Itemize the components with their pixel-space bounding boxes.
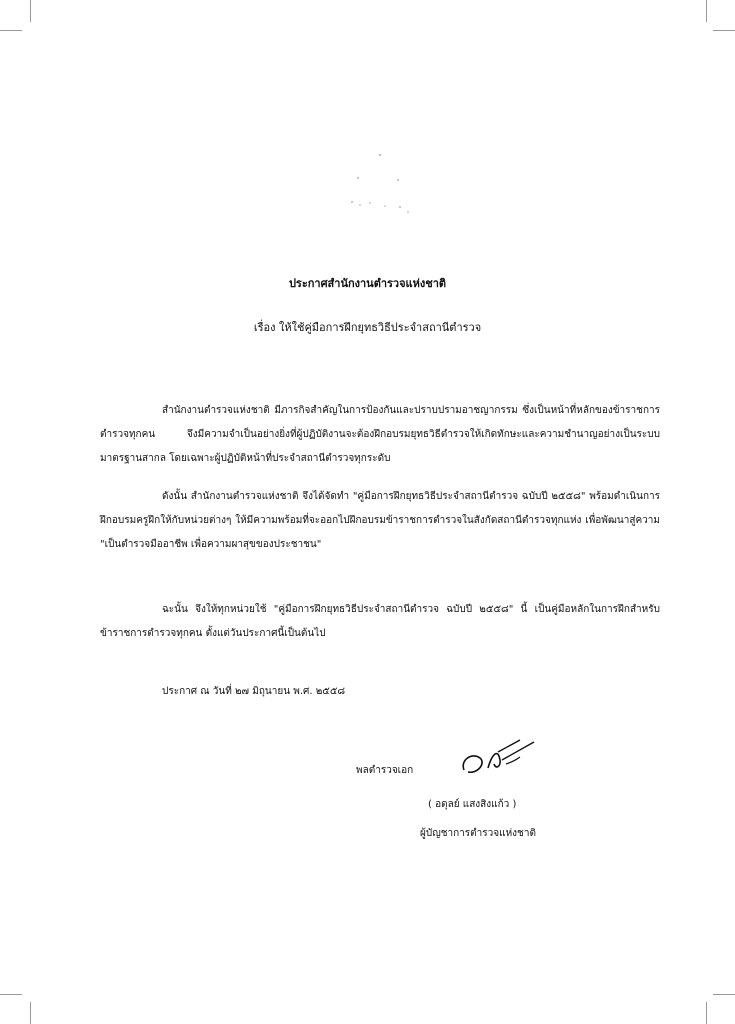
- signatory-name: ( อดุลย์ แสงสิงแก้ว ): [428, 799, 517, 810]
- crop-mark: [706, 0, 707, 22]
- body-paragraph-2: ดังนั้น สำนักงานตำรวจแห่งชาติ จึงได้จัดทำ "คู่มือการฝึกยุทธวิธีประจำสถานีตำรวจ ฉบับปี ๒๕๕๘" พร้อมดำเนินการฝึกอบรมครูฝึกให้กับหน่วยต่างๆ ให้มีความพร้อมที่จะออกไปฝึกอบรมข้าราชการตำรวจในสังกัดสถานีตำรวจทุกแห่ง เพื่อพัฒนาสู่ความ "เป็นตำรวจมืออาชีพ เพื่อความผาสุขของประชาชน": [100, 491, 660, 550]
- signatory-position: ผู้บัญชาการตำรวจแห่งชาติ: [420, 828, 536, 839]
- handwritten-signature: [458, 730, 538, 785]
- signatory-rank: พลตำรวจเอก: [356, 765, 414, 776]
- date-line: ประกาศ ณ วันที่ ๒๗ มิถุนายน พ.ศ. ๒๕๕๘: [162, 686, 346, 697]
- crop-mark: [713, 30, 735, 31]
- crop-mark: [706, 1002, 707, 1024]
- announcement-heading: ประกาศสำนักงานตำรวจแห่งชาติ: [288, 277, 447, 290]
- crop-mark: [713, 994, 735, 995]
- body-paragraph-3: ฉะนั้น จึงให้ทุกหน่วยใช้ "คู่มือการฝึกยุทธวิธีประจำสถานีตำรวจ ฉบับปี ๒๕๕๘" นี้ เป็นคู่มือหลักในการฝึกสำหรับข้าราชการตำรวจทุกคน ตั้งแต่วันประกาศนี้เป็นต้นไป: [100, 604, 660, 639]
- crop-mark: [0, 994, 22, 995]
- emblem-seal: [340, 150, 420, 215]
- crop-mark: [30, 0, 31, 22]
- body-paragraph-1: สำนักงานตำรวจแห่งชาติ มีภารกิจสำคัญในการป้องกันและปราบปรามอาชญากรรม ซึ่งเป็นหน้าที่หลักของข้าราชการตำรวจทุกคน จึงมีความจำเป็นอย่างยิ่งที่ผู้ปฏิบัติงานจะต้องฝึกอบรมยุทธวิธีตำรวจให้เกิดทักษะและความชำนาญอย่างเป็นระบบมาตรฐานสากล โดยเฉพาะผู้ปฏิบัติหน้าที่ประจำสถานีตำรวจทุกระดับ: [100, 405, 660, 464]
- announcement-subject: เรื่อง ให้ใช้คู่มือการฝึกยุทธวิธีประจำสถานีตำรวจ: [253, 321, 482, 334]
- crop-mark: [0, 30, 22, 31]
- crop-mark: [30, 1002, 31, 1024]
